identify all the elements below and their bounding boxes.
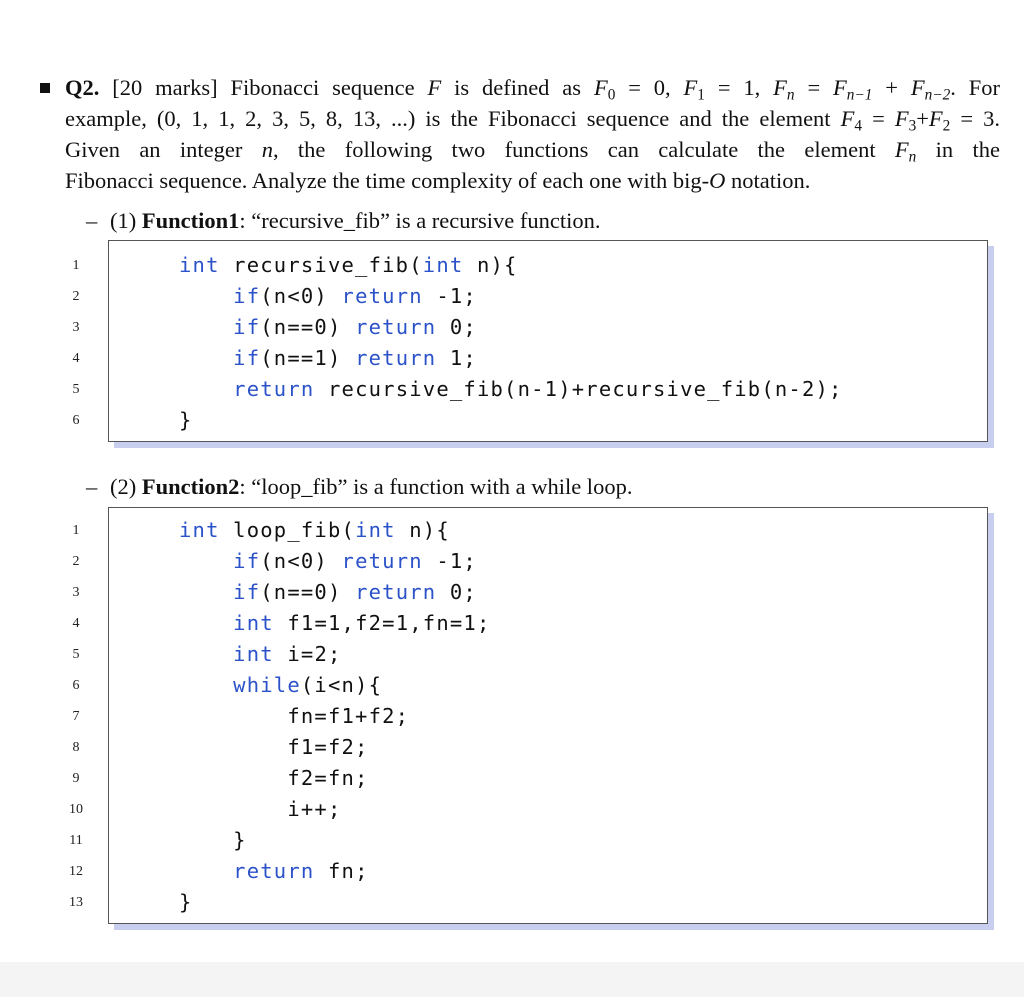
question-text-run: is defined as: [441, 75, 594, 100]
line-number: 5: [72, 382, 80, 397]
math-symbol: F: [840, 106, 855, 131]
line-number: 5: [72, 647, 80, 662]
code-token: }: [179, 408, 193, 432]
code-token: [179, 673, 233, 697]
code-token: (n==0): [260, 580, 356, 604]
math-symbol: O: [709, 168, 726, 193]
code-text: [179, 825, 247, 856]
code-text: [179, 343, 477, 374]
code-line: [72, 577, 987, 608]
code-keyword: return: [341, 284, 423, 308]
function2-name: Function2: [141, 474, 240, 499]
math-subscript: 0: [607, 86, 616, 104]
function1-prefix: (1): [110, 208, 142, 233]
question-text-run: notation.: [725, 168, 811, 193]
math-symbol: F: [910, 75, 925, 100]
function1-heading: [86, 206, 601, 236]
code-token: n){: [395, 518, 450, 542]
code-text: [179, 794, 342, 825]
code-line: [72, 639, 987, 670]
code-line: [72, 281, 987, 312]
question-marks: [20 marks]: [112, 75, 218, 100]
code-token: recursive_fib(n-1)+recursive_fib(n-2);: [314, 377, 843, 401]
math-symbol: F: [894, 137, 909, 162]
question-text-run: +: [916, 106, 929, 131]
code-line: [69, 825, 987, 856]
function2-description: : “loop_fib” is a function with a while loop.: [239, 474, 633, 499]
code-token: [179, 315, 233, 339]
line-number: 8: [72, 740, 80, 755]
code-text: [179, 577, 477, 608]
question-text-run: , the following two functions can calculate the element: [272, 137, 895, 162]
code-token: f2=fn;: [179, 766, 369, 790]
line-number: 3: [72, 585, 80, 600]
question-text-run: =: [862, 106, 895, 131]
line-number: 1: [72, 523, 80, 538]
line-number: 6: [72, 678, 80, 693]
code-keyword: if: [233, 346, 261, 370]
code-token: (n==0): [260, 315, 356, 339]
math-symbol: n: [261, 137, 273, 162]
code-keyword: int: [179, 518, 220, 542]
math-subscript: n−1: [846, 86, 873, 104]
question-text-run: = 0,: [615, 75, 684, 100]
code-token: }: [179, 890, 193, 914]
code-token: i=2;: [273, 642, 342, 666]
line-number: 12: [69, 864, 83, 879]
code-text: [179, 374, 843, 405]
code-text: [179, 887, 193, 918]
code-keyword: int: [233, 642, 274, 666]
line-number: 1: [72, 258, 80, 273]
math-symbol: F: [833, 75, 847, 100]
question-line: [65, 134, 1000, 165]
code-line: [72, 546, 987, 577]
line-number: 2: [72, 554, 80, 569]
code-text: [179, 405, 193, 436]
code-token: 1;: [436, 346, 477, 370]
code-line: [69, 794, 987, 825]
question-text-run: example, (0, 1, 1, 2, 3, 5, 8, 13, ...) is the Fibonacci sequence and the element: [65, 106, 841, 131]
code-text: [179, 763, 369, 794]
code-token: (n<0): [260, 284, 342, 308]
code-keyword: return: [355, 346, 437, 370]
math-symbol: F: [928, 106, 943, 131]
code-token: [179, 642, 233, 666]
code-token: [179, 284, 233, 308]
code-keyword: if: [233, 284, 261, 308]
code-token: [179, 859, 233, 883]
code-keyword: return: [355, 315, 437, 339]
code-text: [179, 515, 450, 546]
bullet-square-icon: [40, 83, 50, 93]
math-subscript: n−2: [924, 86, 951, 104]
list-dash: –: [86, 474, 98, 499]
line-number: 10: [69, 802, 83, 817]
code-token: fn=f1+f2;: [179, 704, 410, 728]
line-number: 11: [69, 833, 83, 848]
code-token: recursive_fib(: [219, 253, 423, 277]
code-line: [72, 732, 987, 763]
code-text: [179, 670, 382, 701]
code-line: [72, 701, 987, 732]
question-label: Q2.: [65, 75, 100, 100]
code-token: 0;: [436, 580, 477, 604]
code-token: fn;: [314, 859, 369, 883]
question-text-run: Fibonacci sequence: [217, 75, 428, 100]
question-text-run: Given an integer: [65, 137, 262, 162]
code-box: [69, 507, 988, 924]
function2-heading: [86, 472, 632, 502]
code-token: (n==1): [260, 346, 356, 370]
code-token: (n<0): [260, 549, 342, 573]
question-text-run: in the: [916, 137, 1000, 162]
code-token: [179, 611, 233, 635]
code-text: [179, 546, 477, 577]
question-text-run: Fibonacci sequence. Analyze the time complexity of each one with big-: [65, 168, 710, 193]
code-line: [69, 887, 987, 918]
code-token: [179, 580, 233, 604]
code-token: -1;: [422, 549, 477, 573]
code-line: [72, 250, 987, 281]
code-text: [179, 639, 342, 670]
code-keyword: while: [233, 673, 301, 697]
code-line: [72, 405, 987, 436]
code-keyword: return: [233, 377, 315, 401]
code-line: [69, 856, 987, 887]
code-token: n){: [463, 253, 518, 277]
math-subscript: n: [908, 148, 917, 166]
code-token: f1=1,f2=1,fn=1;: [273, 611, 491, 635]
line-number: 4: [72, 616, 80, 631]
code-token: (i<n){: [300, 673, 383, 697]
math-subscript: 4: [854, 117, 863, 135]
code-token: 0;: [436, 315, 477, 339]
code-token: -1;: [422, 284, 477, 308]
code-line: [72, 515, 987, 546]
code-token: i++;: [179, 797, 342, 821]
list-dash: –: [86, 208, 98, 233]
code-line: [72, 763, 987, 794]
math-symbol: F: [773, 75, 787, 100]
code-text: [179, 312, 477, 343]
line-number: 4: [72, 351, 80, 366]
question-text: [65, 72, 1000, 196]
line-number: 13: [69, 895, 83, 910]
code-keyword: int: [355, 518, 396, 542]
line-number: 2: [72, 289, 80, 304]
question-text-run: = 3.: [950, 106, 1000, 131]
code-token: }: [179, 828, 247, 852]
code-token: [179, 549, 233, 573]
question-text-run: . For: [950, 75, 1000, 100]
math-subscript: n: [786, 86, 795, 104]
code-keyword: return: [233, 859, 315, 883]
function1-name: Function1: [141, 208, 240, 233]
math-symbol: F: [593, 75, 608, 100]
line-number: 3: [72, 320, 80, 335]
math-symbol: F: [427, 75, 442, 100]
code-line: [72, 608, 987, 639]
code-line: [72, 374, 987, 405]
code-keyword: return: [341, 549, 423, 573]
question-line: [65, 165, 1000, 196]
question-line: [65, 103, 1000, 134]
code-keyword: if: [233, 315, 261, 339]
line-number: 9: [72, 771, 80, 786]
math-subscript: 2: [942, 117, 951, 135]
code-token: f1=f2;: [179, 735, 369, 759]
line-number: 6: [72, 413, 80, 428]
code-token: loop_fib(: [219, 518, 356, 542]
question-line: [65, 72, 1000, 103]
code-box: [72, 240, 988, 442]
code-keyword: return: [355, 580, 437, 604]
code-text: [179, 250, 518, 281]
page-bottom-band: [0, 962, 1024, 997]
math-subscript: 3: [908, 117, 917, 135]
function1-description: : “recursive_fib” is a recursive function.: [239, 208, 601, 233]
code-keyword: int: [233, 611, 274, 635]
code-text: [179, 608, 491, 639]
code-text: [179, 701, 409, 732]
code-text: [179, 856, 369, 887]
math-symbol: F: [894, 106, 909, 131]
line-number: 7: [72, 709, 80, 724]
code-keyword: int: [179, 253, 220, 277]
code-token: [179, 377, 233, 401]
code-keyword: int: [422, 253, 464, 277]
code-line: [72, 343, 987, 374]
code-line: [72, 312, 987, 343]
code-line: [72, 670, 987, 701]
math-subscript: 1: [697, 86, 705, 104]
question-text-run: = 1,: [704, 75, 774, 100]
question-text-run: +: [872, 75, 911, 100]
question-text-run: =: [794, 75, 834, 100]
function2-prefix: (2): [110, 474, 142, 499]
code-keyword: if: [233, 580, 261, 604]
code-token: [179, 346, 233, 370]
math-symbol: F: [683, 75, 698, 100]
code-text: [179, 281, 477, 312]
code-keyword: if: [233, 549, 261, 573]
code-text: [179, 732, 369, 763]
